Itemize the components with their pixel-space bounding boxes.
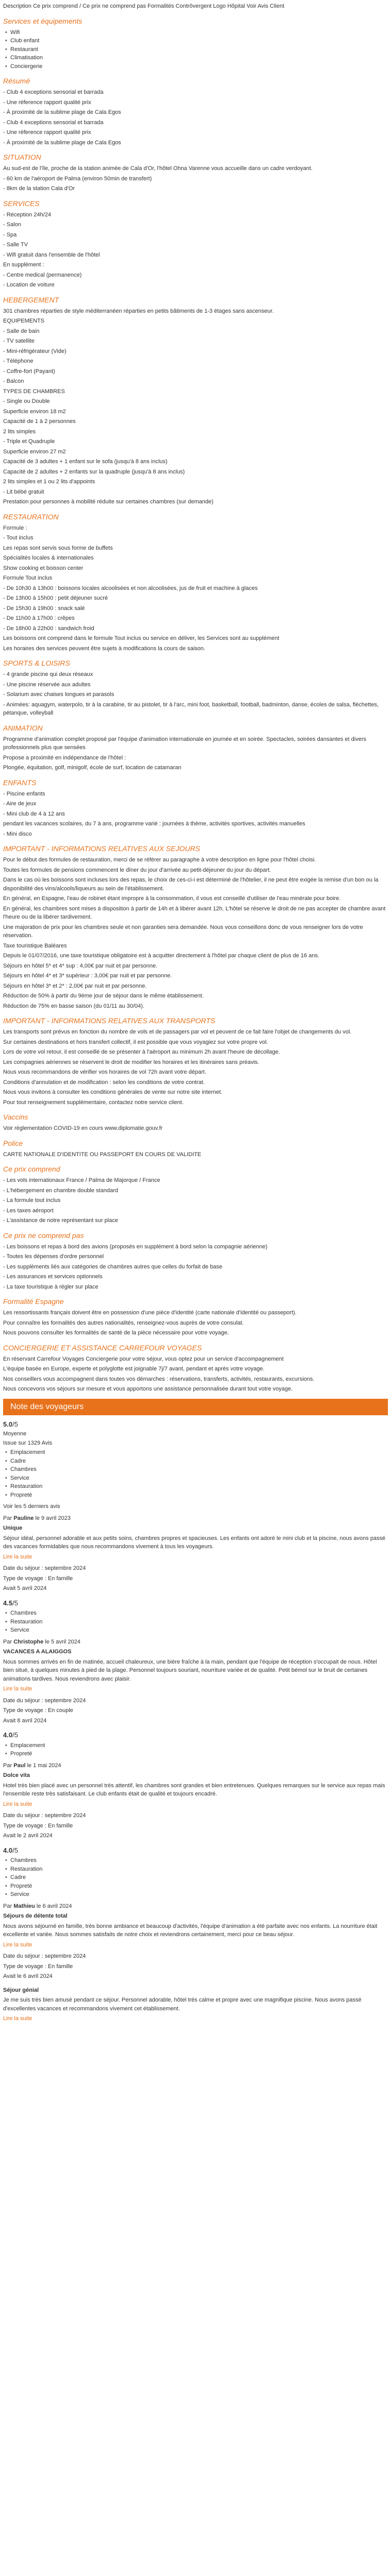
section-title: SERVICES — [3, 199, 40, 208]
text-line: - Mini disco — [3, 831, 32, 837]
section-title: HEBERGEMENT — [3, 295, 59, 304]
text-line: - Wifi gratuit dans l'ensemble de l'hôtel — [3, 251, 100, 258]
list-item: • Climatisation — [3, 54, 388, 62]
section-title: IMPORTANT - INFORMATIONS RELATIVES AUX TRANSPORTS — [3, 1016, 216, 1025]
text-line: - Les vols internationaux France / Palma de Majorque / France — [3, 1177, 160, 1183]
text-line: Nous vous recommandons de vérifier vos horaires de vol 72h avant votre départ. — [3, 1069, 206, 1075]
list-item: • Club enfant — [3, 37, 388, 45]
text-line: Plongée, équitation, golf, minigolf, école de surf, location de catamaran — [3, 765, 182, 771]
text-line: - Salle de bain — [3, 328, 40, 334]
text-line: - À proximité de la sublime plage de Cala Egos — [3, 139, 121, 146]
review-text: Nous sommes arrivés en fin de matinée, accueil chaleureux, une bière fraîche à la main, pendant que l'équipe de réception s'occupait de nous. Hôtel bien situé, à quelques minutes à pied de la plage. Personnel toujours souriant, nourriture variée et de qualité. Petit bémol sur le bruit de certaines animations tardives. Nous reviendrons avec plaisir. — [3, 1658, 377, 1682]
review-trip-type: Type de voyage : En couple — [3, 1707, 73, 1714]
restauration-block — [3, 524, 388, 653]
text-line: - Une réference rapport qualité prix — [3, 129, 91, 135]
review-score — [3, 1419, 388, 1430]
review-author-line — [3, 1638, 388, 1647]
animation-block — [3, 735, 388, 772]
review-trip-date: Date du séjour : septembre 2024 — [3, 1697, 86, 1704]
review-author-line — [3, 1902, 388, 1911]
read-more-link[interactable]: Lire la suite — [3, 1553, 32, 1560]
text-line: - Salle TV — [3, 242, 28, 248]
text-line: - Une piscine réservée aux adultes — [3, 681, 91, 688]
text-line: Les boissons ont comprend dans le formule Tout inclus ou service en déliver, les Services sont au supplément — [3, 635, 280, 641]
text-line: Séjours en hôtel 4* et 3* supérieur : 3,00€ par nuit et par personne. — [3, 973, 172, 979]
section-title: Services et équipements — [3, 16, 83, 25]
resume-block — [3, 88, 388, 147]
text-line: Programme d'animation complet proposé par l'équipe d'animation internationale en journée et en soirée. Spectacles, soirées dansantes et divers professionnels plus que sensées — [3, 736, 366, 751]
criteria-item: • Emplacement — [3, 1448, 388, 1457]
transports-block — [3, 1028, 388, 1107]
important-block — [3, 856, 388, 960]
text-line: En général, en Espagne, l'eau de robinet étant impropre à la consommation, il vous est conseillé d'utiliser de l'eau minérale pour boire. — [3, 895, 341, 902]
text-line: Nous concevons vos séjours sur mesure et vous apportons une assistance personnalisée durant tout votre voyage. — [3, 1386, 293, 1392]
review-score-label: Moyenne — [3, 1431, 27, 1437]
text-line: - L'hébergement en chambre double standard — [3, 1187, 118, 1194]
review-author: Mathieu — [13, 1903, 35, 1909]
intro-nav[interactable]: Description Ce prix comprend / Ce prix ne comprend pas Formalités Contrôvergent Logo Hôpital Voir Avis Client — [3, 3, 285, 9]
review-stayed: Avait le 2 avril 2024 — [3, 1833, 53, 1839]
reviews-list — [3, 1419, 388, 2023]
text-line: - Single ou Double — [3, 398, 50, 404]
text-line: - À proximité de la sublime plage de Cala Egos — [3, 109, 121, 115]
formalite-block — [3, 1309, 388, 1337]
text-line: En général, les chambres sont mises à disposition à partir de 14h et à libérer avant 12h. L'hôtel se réserve le droit de ne pas accepter de chambre avant l'heure ou de la libérer tardivement. — [3, 905, 386, 920]
text-line: Propose a proximité en indépendance de l'hôtel : — [3, 754, 126, 761]
criteria-item: • Propreté — [3, 1491, 388, 1500]
text-line: Formule : — [3, 524, 27, 531]
text-line: - Balcon — [3, 378, 24, 384]
text-line: - La formule tout inclus — [3, 1197, 61, 1204]
section-title: Ce prix ne comprend pas — [3, 1231, 84, 1240]
text-line: - Mini-réfrigérateur (Vide) — [3, 348, 67, 354]
section-title: IMPORTANT - INFORMATIONS RELATIVES AUX SEJOURS — [3, 844, 200, 853]
text-line: Taxe touristique Baléares — [3, 942, 67, 949]
text-line: Formule Tout inclus — [3, 575, 53, 581]
services-block — [3, 211, 388, 290]
text-line: - 60 km de l'aéroport de Palma (environ 50min de transfert) — [3, 175, 152, 182]
review-card — [3, 1845, 388, 1981]
services-list — [3, 28, 388, 71]
review-score-suffix: /5 — [12, 1599, 18, 1607]
review-card — [3, 1730, 388, 1840]
text-line: L'équipe basée en Europe, experte et polyglotte est joignable 7j/7 avant, pendant et après votre voyage. — [3, 1366, 265, 1372]
text-line: pendant les vacances scolaires, du 7 à ans, programme varié : journées à thème, activités sportives, activités manuelles — [3, 821, 305, 827]
text-line: Nos conseillers vous accompagnent dans toutes vos démarches : réservations, transferts, activités, restaurants, excursions. — [3, 1376, 315, 1382]
text-line: Pour le début des formules de restauration, merci de se référer au paragraphe à votre description en ligne pour l'hôtel choisi. — [3, 857, 316, 863]
text-line: - 8km de la station Cala d'Or — [3, 185, 75, 192]
text-line: - De 10h30 à 13h00 : boissons locales alcoolisées et non alcoolisées, jus de fruit et machine à glaces — [3, 585, 258, 591]
reviews-banner: Note des voyageurs — [3, 1399, 388, 1415]
criteria-item: • Cadre — [3, 1873, 388, 1882]
review-score-value: 4.5 — [3, 1599, 13, 1607]
review-by-label: Par — [3, 1638, 14, 1645]
review-trip-date: Date du séjour : septembre 2024 — [3, 1953, 86, 1959]
criteria-item: • Propreté — [3, 1750, 388, 1758]
criteria-item: • Restauration — [3, 1482, 388, 1491]
review-on-label: le — [43, 1638, 51, 1645]
text-line: Les repas sont servis sous forme de buffets — [3, 545, 113, 551]
read-more-link[interactable]: Lire la suite — [3, 1686, 32, 1692]
review-score-value: 5.0 — [3, 1420, 13, 1428]
text-line: - De 11h00 à 17h00 : crêpes — [3, 615, 75, 621]
text-line: Pour connaître les formalités des autres nationalités, renseignez-vous auprès de votre consulat. — [3, 1319, 244, 1326]
review-title: Séjour génial — [3, 1987, 39, 1993]
text-line: Les compagnies aériennes se réservent le droit de modifier les horaires et les itinéraires sans préavis. — [3, 1059, 259, 1065]
review-date: 1 mai 2024 — [33, 1762, 61, 1769]
text-line: - Les suppléments liés aux catégories de chambres autres que celles du forfait de base — [3, 1263, 222, 1270]
review-author: Pauline — [13, 1515, 34, 1521]
prix-comprend-block — [3, 1176, 388, 1225]
police-text: CARTE NATIONALE D'IDENTITE OU PASSEPORT EN COURS DE VALIDITE — [3, 1151, 202, 1158]
text-line: - Mini club de 4 à 12 ans — [3, 810, 65, 817]
review-score-suffix: /5 — [12, 1731, 18, 1739]
review-by-label: Par — [3, 1903, 14, 1909]
text-line: Prestation pour personnes à mobilité réduite sur certaines chambres (sur demande) — [3, 499, 214, 505]
review-author-line — [3, 1514, 388, 1523]
text-line: - Salon — [3, 222, 21, 228]
text-line: Dans le cas où les boissons sont incluses lors des repas, le choix de ces-ci-i est déterminé de l'hôtelier, il ne peut être exigée la remise d'un bon ou la disponibilité des vins/alcools/liqueurs au sein de l'établissement. — [3, 877, 379, 892]
section-title: RESTAURATION — [3, 512, 59, 521]
text-line: - Coffre-fort (Payant) — [3, 368, 55, 375]
text-line: Séjours en hôtel 5* et 4* sup : 4,00€ par nuit et par personne. — [3, 962, 158, 969]
review-criteria — [3, 1609, 388, 1635]
review-criteria — [3, 1448, 388, 1499]
review-score — [3, 1730, 388, 1740]
text-line: - Solarium avec chaises longues et parasols — [3, 691, 115, 698]
text-line: - Triple et Quadruple — [3, 438, 55, 445]
taxes-block — [3, 962, 388, 1011]
read-more-link[interactable]: Lire la suite — [3, 1801, 32, 1807]
list-item: • Restaurant — [3, 45, 388, 54]
review-extra: Voir les 5 derniers avis — [3, 1503, 60, 1510]
text-line: Depuis le 01/07/2016, une taxe touristique obligatoire est à acquitter directement à l'hôtel par chaque client de plus de 16 ans. — [3, 953, 319, 959]
criteria-item: • Chambres — [3, 1609, 388, 1618]
review-title: Dolce vita — [3, 1772, 30, 1778]
criteria-item: • Restauration — [3, 1865, 388, 1874]
review-title: Séjours de détente total — [3, 1913, 68, 1919]
text-line: Une majoration de prix pour les chambres seule et non garanties sera demandée. Nous vous conseillons donc de vous renseigner lors de votre réservation. — [3, 924, 363, 939]
text-line: En réservant Carrefour Voyages Conciergerie pour votre séjour, vous optez pour un service d'accompagnement — [3, 1355, 284, 1362]
review-text: Hotel très bien placé avec un personnel très attentif, les chambres sont grandes et bien entretenues. Quelques remarques sur le service aux repas mais l'ensemble reste très satisfaisant. Le club enfants était de qualité et toujours encadré. — [3, 1782, 385, 1797]
section-title: ANIMATION — [3, 723, 43, 732]
hebergement-block — [3, 307, 388, 506]
review-date: 9 avril 2023 — [41, 1515, 71, 1521]
text-line: - Une réference rapport qualité prix — [3, 99, 91, 106]
vaccins-text: Voir règlementation COVID-19 en cours www.diplomatie.gouv.fr — [3, 1125, 163, 1131]
text-line: - Tout inclus — [3, 535, 34, 541]
review-by-label: Par — [3, 1515, 14, 1521]
review-criteria — [3, 1741, 388, 1758]
review-stayed: Avait 8 avril 2024 — [3, 1717, 47, 1724]
text-line: Réduction de 75% en basse saison (du 01/11 au 30/04). — [3, 1003, 144, 1009]
text-line: - De 18h00 à 22h00 : sandwich froid — [3, 625, 94, 632]
review-score-value: 4.0 — [3, 1731, 13, 1739]
review-count: Issue sur 1329 Avis — [3, 1439, 53, 1446]
section-title: Police — [3, 1139, 23, 1147]
criteria-item: • Cadre — [3, 1457, 388, 1466]
review-score — [3, 1845, 388, 1856]
text-line: Show cooking et boisson center — [3, 565, 84, 571]
text-line: Toutes les formules de pensions commencent le dîner du jour d'arrivée au petit-déjeuner du jour du départ. — [3, 867, 271, 873]
text-line: - Lit bébé gratuit — [3, 488, 44, 495]
text-line: - Les assurances et services optionnels — [3, 1274, 103, 1280]
text-line: Capacité de 2 adultes + 2 enfants sur la quadruple (jusqu'à 8 ans inclus) — [3, 468, 185, 475]
criteria-item: • Service — [3, 1474, 388, 1483]
section-title: SITUATION — [3, 153, 41, 161]
review-author: Paul — [13, 1762, 26, 1769]
text-line: Sur certaines destinations et hors transfert collectif, il est possible que vous voyagiez sur votre propre vol. — [3, 1039, 268, 1045]
text-line: - Club 4 exceptions sensorial et barrada — [3, 119, 104, 126]
list-item: • Conciergerie — [3, 62, 388, 71]
review-date: 5 avril 2024 — [51, 1638, 80, 1645]
text-line: Les transports sont prévus en fonction du nombre de vols et de passagers par vol et peuvent de ce fait faire l'objet de changements du vol. — [3, 1029, 352, 1035]
criteria-item: • Propreté — [3, 1882, 388, 1891]
text-line: - Animées: aquagym, waterpolo, tir à la carabine, tir au pistolet, tir à l'arc, mini foot, basketball, football, badminton, danse, écoles de salsa, fléchettes, pétanque, volleyball — [3, 701, 379, 716]
section-title: Résumé — [3, 77, 30, 85]
text-line: - Spa — [3, 231, 17, 238]
review-card — [3, 1419, 388, 1593]
section-title: Ce prix comprend — [3, 1165, 60, 1173]
review-score-value: 4.0 — [3, 1846, 13, 1854]
criteria-item: • Service — [3, 1626, 388, 1635]
review-stayed: Avait 5 avril 2024 — [3, 1585, 47, 1591]
text-line: - De 13h00 à 15h00 : petit déjeuner sucré — [3, 595, 108, 601]
text-line: 2 lits simples — [3, 428, 36, 435]
text-line: Les horaires des services peuvent être sujets à modifications la cours de saison. — [3, 645, 205, 652]
text-line: - Aire de jeux — [3, 801, 37, 807]
review-card — [3, 1986, 388, 2023]
text-line: Les ressortissants français doivent être en possession d'une pièce d'identité (carte nationale d'identité ou passeport). — [3, 1310, 297, 1316]
enfants-block — [3, 790, 388, 839]
text-line: Pour tout renseignement supplémentaire, contactez notre service client. — [3, 1099, 184, 1106]
review-trip-date: Date du séjour : septembre 2024 — [3, 1565, 86, 1571]
text-line: Capacité de 3 adultes + 1 enfant sur le sofa (jusqu'à 8 ans inclus) — [3, 459, 168, 465]
text-line: Lors de votre vol retour, il est conseillé de se présenter à l'aéroport au minimum 2h avant l'heure de décollage. — [3, 1049, 280, 1055]
text-line: - Club 4 exceptions sensorial et barrada — [3, 89, 104, 95]
section-title: CONCIERGERIE ET ASSISTANCE CARREFOUR VOYAGES — [3, 1343, 202, 1352]
section-title: Formalité Espagne — [3, 1297, 64, 1306]
review-trip-type: Type de voyage : En famille — [3, 1822, 73, 1829]
text-line: - Piscine enfants — [3, 790, 45, 797]
text-line: Nous vous invitons à consulter les conditions générales de vente sur notre site internet. — [3, 1089, 222, 1095]
read-more-link[interactable]: Lire la suite — [3, 2015, 32, 2022]
review-card — [3, 1598, 388, 1725]
review-stayed: Avait le 6 avril 2024 — [3, 1973, 53, 1979]
text-line: Au sud-est de l'île, proche de la station animée de Cala d'Or, l'hôtel Ohna Varenne vous accueille dans un cadre verdoyant. — [3, 165, 313, 172]
prix-ne-comprend-block — [3, 1243, 388, 1292]
criteria-item: • Service — [3, 1890, 388, 1899]
text-line: 301 chambres réparties de style méditerranéen réparties en petits bâtiments de 1-3 étages sans ascenseur. — [3, 308, 274, 314]
review-on-label: le — [34, 1515, 41, 1521]
text-line: Réduction de 50% à partir du 9ème jour de séjour dans le même établissement. — [3, 993, 204, 999]
review-date: 6 avril 2024 — [42, 1903, 72, 1909]
situation-block — [3, 164, 388, 193]
text-line: - Centre medical (permanence) — [3, 272, 82, 278]
review-text: Nous avons séjourné en famille, très bonne ambiance et beaucoup d'activités, l'équipe d'animation a été parfaite avec nos enfants. La nourriture était excellente et variée. Nous sommes satisfaits de notre choix et reviendrons certainement, merci pour ce beau séjour. — [3, 1923, 378, 1938]
section-title: Vaccins — [3, 1113, 28, 1121]
review-criteria — [3, 1856, 388, 1899]
conciergerie-block — [3, 1355, 388, 1394]
text-line: Superficie environ 18 m2 — [3, 408, 66, 415]
text-line: - Les taxes aéroport — [3, 1207, 54, 1214]
text-line: Spécialités locales & internationales — [3, 555, 94, 561]
criteria-item: • Emplacement — [3, 1741, 388, 1750]
section-title: SPORTS & LOISIRS — [3, 659, 70, 667]
section-title: ENFANTS — [3, 778, 37, 787]
review-author-line — [3, 1761, 388, 1770]
read-more-link[interactable]: Lire la suite — [3, 1941, 32, 1948]
review-text: Je me suis très bien amusé pendant ce séjour. Personnel adorable, hôtel très calme et propre avec une magnifique piscine. Nous avons passé d'excellentes vacances et recommandons vivement cet établissement. — [3, 1997, 362, 2012]
text-line: Superficie environ 27 m2 — [3, 448, 66, 455]
text-line: 2 lits simples et 1 ou 2 lits d'appoints — [3, 479, 95, 485]
sports-block — [3, 670, 388, 718]
review-trip-type: Type de voyage : En famille — [3, 1963, 73, 1970]
review-text: Séjour idéal, personnel adorable et aux petits soins, chambres propres et spacieuses. Les enfants ont adoré le mini club et la piscine, nous avons passé des vacances formidables que nous recommandons vivement à tous les voyageurs. — [3, 1535, 386, 1550]
text-line: En supplément : — [3, 262, 44, 268]
review-trip-type: Type de voyage : En famille — [3, 1575, 73, 1582]
review-title: Unique — [3, 1525, 23, 1531]
review-score — [3, 1598, 388, 1608]
review-score-suffix: /5 — [12, 1846, 18, 1854]
text-line: Séjours en hôtel 3* et 2* : 2,00€ par nuit et par personne. — [3, 982, 147, 989]
text-line: EQUIPEMENTS — [3, 318, 45, 324]
list-item: • Wifi — [3, 28, 388, 37]
criteria-item: • Chambres — [3, 1465, 388, 1474]
text-line: Nous pouvons consulter les formalités de santé de la pièce nécessaire pour votre voyage. — [3, 1330, 229, 1336]
text-line: - Toutes les dépenses d'ordre personnel — [3, 1253, 104, 1260]
text-line: - Les boissons et repas à bord des avions (proposés en supplément à bord selon la compagnie aérienne) — [3, 1243, 268, 1250]
text-line: - Location de voiture — [3, 282, 55, 288]
text-line: - 4 grande piscine qui deux réseaux — [3, 671, 93, 677]
review-by-label: Par — [3, 1762, 14, 1769]
text-line: Conditions d'annulation et de modification : selon les conditions de votre contrat. — [3, 1079, 205, 1086]
review-trip-date: Date du séjour : septembre 2024 — [3, 1812, 86, 1819]
text-line: - Téléphone — [3, 358, 34, 364]
text-line: - TV satellite — [3, 338, 35, 344]
review-title: VACANCES A ALAIGGOS — [3, 1649, 72, 1655]
review-score-suffix: /5 — [12, 1420, 18, 1428]
review-on-label: le — [35, 1903, 43, 1909]
text-line: - L'assistance de notre représentant sur place — [3, 1217, 118, 1224]
text-line: TYPES DE CHAMBRES — [3, 388, 65, 395]
criteria-item: • Restauration — [3, 1618, 388, 1626]
criteria-item: • Chambres — [3, 1856, 388, 1865]
text-line: - La taxe touristique à régler sur place — [3, 1283, 99, 1290]
review-on-label: le — [25, 1762, 34, 1769]
text-line: - Réception 24h/24 — [3, 211, 51, 218]
text-line: - De 15h30 à 19h00 : snack salé — [3, 605, 85, 612]
text-line: Capacité de 1 à 2 personnes — [3, 418, 76, 425]
review-author: Christophe — [13, 1638, 44, 1645]
